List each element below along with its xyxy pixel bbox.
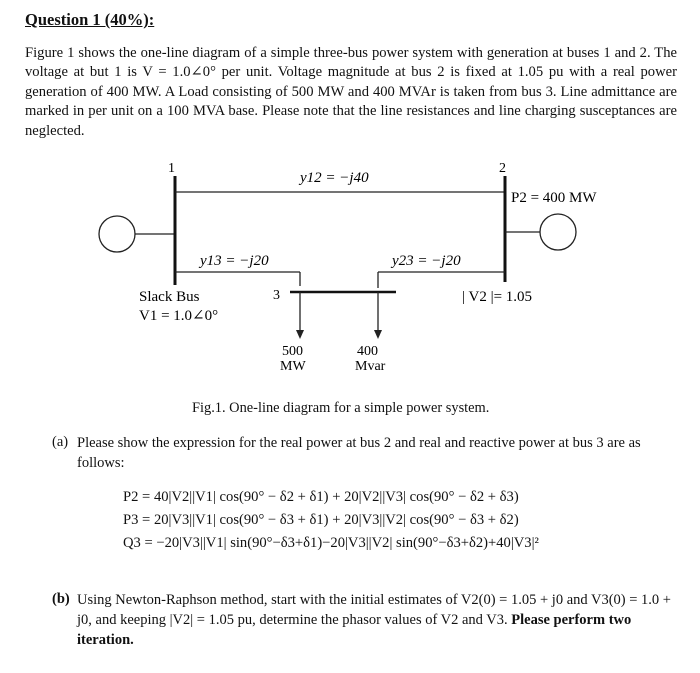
v1-label: V1 = 1.0∠0° xyxy=(139,308,219,324)
load-q-value: 400 xyxy=(357,344,378,359)
load-p-unit: MW xyxy=(280,359,306,374)
question-intro: Figure 1 shows the one-line diagram of a simple three-bus power system with generation at buses 1 and 2. The voltage at but 1 is V = 1.0∠0° per unit. Voltage magnitude at bus 2 is fixed at 1.05 pu with a real power generation of 400 MW. A Load consisting of 500 MW and 400 MVAr is taken from bus 3. Line admittance are marked in per unit on a 100 MVA base. Please note that the line resistances and line charging susceptances are neglected. xyxy=(25,45,677,139)
load-p-arrow-icon xyxy=(296,330,304,339)
bus-2-label: 2 xyxy=(499,161,506,176)
load-q-arrow-icon xyxy=(374,330,382,339)
equation-p2: P2 = 40|V2||V1| cos(90° − δ2 + δ1) + 20|V2||V3| cos(90° − δ2 + δ3) xyxy=(123,489,519,505)
bus-3-label: 3 xyxy=(273,288,280,303)
p2-label: P2 = 400 MW xyxy=(511,190,597,206)
bus-1-label: 1 xyxy=(168,161,175,176)
load-q-unit: Mvar xyxy=(355,359,386,374)
equation-q3: Q3 = −20|V3||V1| sin(90°−δ3+δ1)−20|V3||V2| sin(90°−δ3+δ2)+40|V3|² xyxy=(123,535,539,551)
figure-caption: Fig.1. One-line diagram for a simple power system. xyxy=(192,400,490,416)
generator-1-icon xyxy=(99,216,135,252)
part-b-bold-tail: Please perform two iteration. xyxy=(77,611,632,648)
y13-label: y13 = −j20 xyxy=(200,253,269,269)
one-line-diagram xyxy=(0,150,700,390)
v2-label: | V2 |= 1.05 xyxy=(462,289,533,305)
part-a-text: Please show the expression for the real power at bus 2 and real and reactive power at bus 3 are as follows: xyxy=(77,435,641,471)
part-a-label: (a) xyxy=(52,434,69,450)
generator-2-icon xyxy=(540,214,576,250)
y23-label: y23 = −j20 xyxy=(392,253,461,269)
question-heading: Question 1 (40%): xyxy=(25,10,155,29)
load-p-value: 500 xyxy=(282,344,303,359)
equation-p3: P3 = 20|V3||V1| cos(90° − δ3 + δ1) + 20|V3||V2| cos(90° − δ3 + δ2) xyxy=(123,512,519,528)
part-b-body: Using Newton-Raphson method, start with the initial estimates of V2(0) = 1.05 + j0 and V3(0) = 1.0 + j0, and keeping |V2| = 1.05 pu, determine the phasor values of V2 and V3. xyxy=(77,592,671,628)
part-b-label: (b) xyxy=(52,591,70,607)
slack-bus-label: Slack Bus xyxy=(139,289,200,305)
y12-label: y12 = −j40 xyxy=(300,170,369,186)
part-b-text xyxy=(77,591,677,650)
